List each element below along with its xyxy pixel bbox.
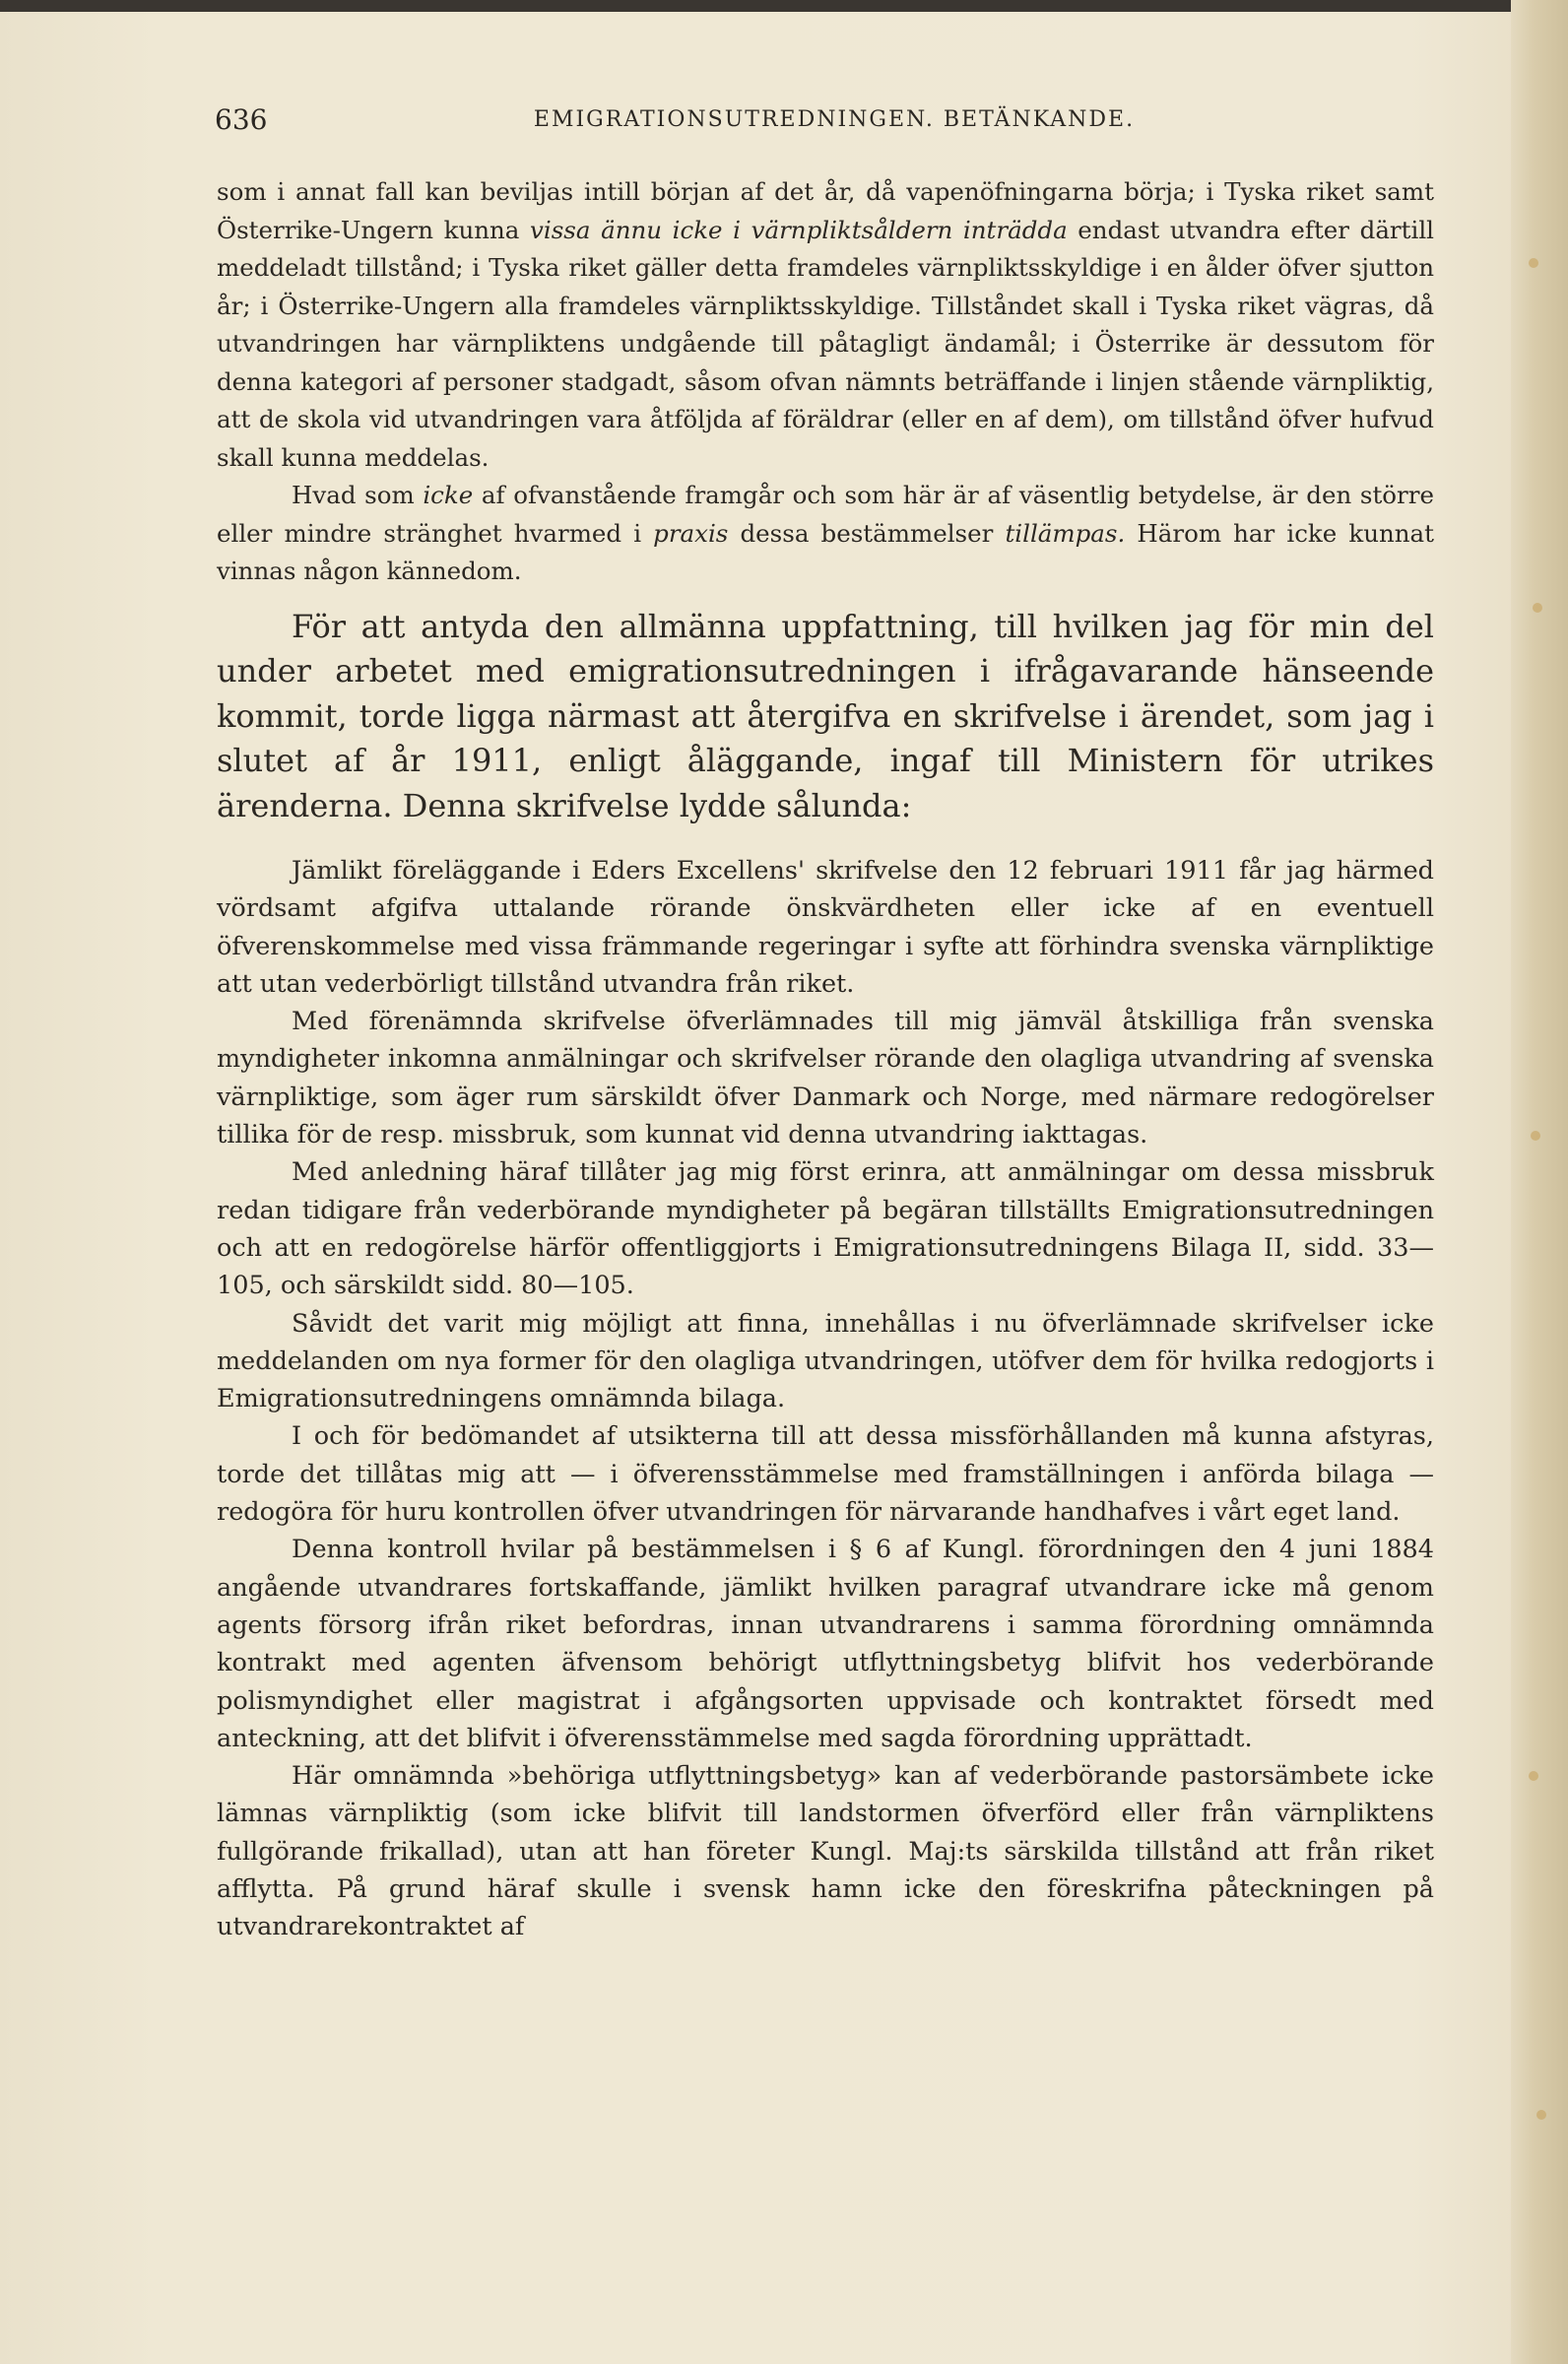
paragraph: Denna kontroll hvilar på bestämmelsen i § 6 af Kungl. förordningen den 4 juni 1884 angående utvandrares fortskaffande, jämlikt hvilken paragraf utvandrare icke må genom agents försorg ifrån riket befordras, innan utvandrarens i samma förordning omnämnda kontrakt med agenten äfvensom behörigt utflyttningsbetyg blifvit hos vederbörande polismyndighet eller magistrat i afgångsorten uppvisade och kontraktet försedt med anteckning, att det blifvit i öfverensstämmelse med sagda förordning upprättadt.	[217, 1535, 1434, 1753]
italic-text-run: vissa ännu icke i värnpliktsåldern inträdda	[530, 215, 1068, 244]
section-large-print	[217, 605, 1434, 829]
margin-mark	[1536, 2110, 1546, 2120]
text-run: Hvad som	[292, 481, 424, 509]
page-binding-edge	[1511, 0, 1568, 2364]
section-small-print	[217, 173, 1434, 591]
italic-text-run: icke	[423, 481, 474, 509]
text-run: af ofvanstående framgår och som här är af väsentlig betydelse, är den större eller mindre stränghet hvarmed i	[217, 481, 1434, 548]
paragraph: Jämlikt föreläggande i Eders Excellens' skrifvelse den 12 februari 1911 får jag härmed vördsamt afgifva uttalande rörande önskvärdheten eller icke af en eventuell öfverenskommelse med vissa främmande regeringar i syfte att förhindra svenska värnpliktige att utan vederbörligt tillstånd utvandra från riket.	[217, 856, 1434, 999]
text-run: dessa bestämmelser	[728, 518, 1006, 548]
page-top-edge	[0, 0, 1517, 12]
italic-text-run: praxis	[653, 518, 729, 548]
paragraph	[217, 477, 1434, 591]
paragraph: För att antyda den allmänna uppfattning, till hvilken jag för min del under arbetet med emigrationsutredningen i ifrågavarande hänseende kommit, torde ligga närmast att återgifva en skrifvelse i ärendet, som jag i slutet af år 1911, enligt åläggande, ingaf till Ministern för utrikes ärenderna. Denna skrifvelse lydde sålunda:	[217, 607, 1434, 824]
paragraph: Såvidt det varit mig möjligt att finna, innehållas i nu öfverlämnade skrifvelser icke meddelanden om nya former för den olagliga utvandringen, utöfver dem för hvilka redogjorts i Emigrationsutredningens omnämnda bilaga.	[217, 1308, 1434, 1414]
running-title: EMIGRATIONSUTREDNINGEN. BETÄNKANDE.	[533, 106, 1136, 132]
paragraph: Med förenämnda skrifvelse öfverlämnades till mig jämväl åtskilliga från svenska myndigheter inkomna anmälningar och skrifvelser rörande den olagliga utvandring af svenska värnpliktige, som äger rum särskildt öfver Danmark och Norge, med närmare redogörelser tillika för de resp. missbruk, som kunnat vid denna utvandring iakttagas.	[217, 1007, 1434, 1150]
page-number: 636	[215, 102, 268, 136]
paragraph: Här omnämnda »behöriga utflyttningsbetyg» kan af vederbörande pastorsämbete icke lämnas värnpliktig (som icke blifvit till landstormen öfverförd eller från värnpliktens fullgörande frikallad), utan att han företer Kungl. Maj:ts särskilda tillstånd att från riket afflytta. På grund häraf skulle i svensk hamn icke den föreskrifna påteckningen på utvandrarekontraktet af	[217, 1761, 1434, 1942]
margin-mark	[1531, 1131, 1540, 1141]
body-text	[217, 173, 1434, 1946]
page-header	[215, 97, 1436, 142]
margin-mark	[1529, 1771, 1538, 1781]
italic-text-run: tillämpas.	[1005, 518, 1126, 548]
margin-mark	[1533, 603, 1542, 613]
margin-mark	[1529, 258, 1538, 268]
text-run: Härom har icke kunnat vinnas någon kännedom.	[217, 518, 1434, 585]
text-run: endast utvandra efter därtill meddeladt tillstånd; i Tyska riket gäller detta framdeles värnpliktsskyldige i en ålder öfver sjutton år; i Österrike-Ungern alla framdeles värnpliktsskyldige. Tillståndet skall i Tyska riket vägras, då utvandringen har värnpliktens undgående till påtagligt ändamål; i Österrike är dessutom för denna kategori af personer stadgadt, såsom ofvan nämnts beträffande i linjen stående värnpliktig, att de skola vid utvandringen vara åtföljda af föräldrar (eller en af dem), om tillstånd öfver hufvud skall kunna meddelas.	[217, 215, 1434, 472]
section-letter	[217, 852, 1434, 1946]
paragraph: I och för bedömandet af utsikterna till att dessa missförhållanden må kunna afstyras, torde det tillåtas mig att — i öfverensstämmelse med framställningen i anförda bilaga — redogöra för huru kontrollen öfver utvandringen för närvarande handhafves i vårt eget land.	[217, 1421, 1434, 1528]
paragraph: Med anledning häraf tillåter jag mig först erinra, att anmälningar om dessa missbruk redan tidigare från vederbörande myndigheter på begäran tillställts Emigrationsutredningen och att en redogörelse härför offentliggjorts i Emigrationsutredningens Bilaga II, sidd. 33—105, och särskildt sidd. 80—105.	[217, 1157, 1434, 1301]
paragraph	[217, 173, 1434, 477]
text-run: som i annat fall kan beviljas intill början af det år, då vapenöfningarna börja; i Tyska riket samt Österrike-Ungern kunna	[217, 177, 1434, 244]
